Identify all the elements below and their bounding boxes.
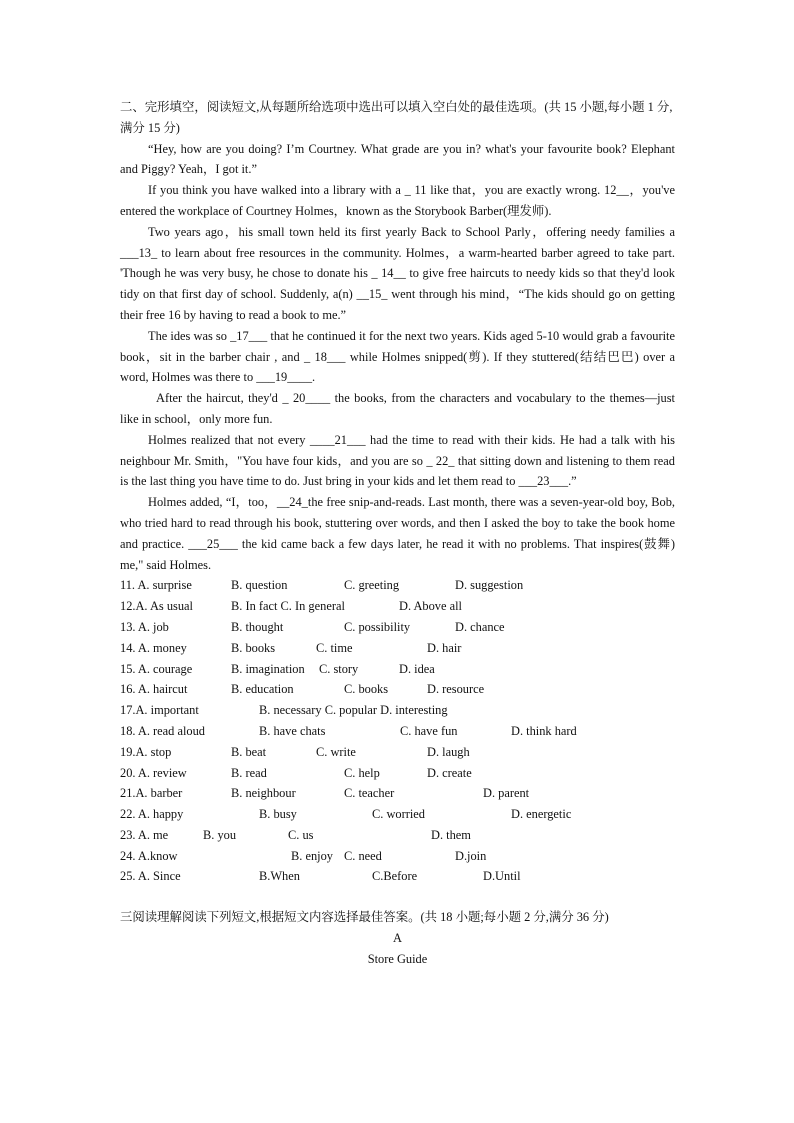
options-row-13 [120,617,675,638]
options-row-15 [120,659,675,680]
option-a: 14. A. money [120,640,187,655]
option-a: 24. A.know [120,848,178,863]
options-row-19 [120,742,675,763]
options-row-17 [120,700,675,721]
section2-heading: 二、完形填空，阅读短文,从每题所给选项中选出可以填入空白处的最佳选项。(共 15 小题,每小题 1 分,满分 15 分) [120,100,673,135]
options-row-20 [120,763,675,784]
option-a: 23. A. me [120,827,169,842]
options-row-22 [120,804,675,825]
option-a: 22. A. happy [120,807,184,822]
option-a: 11. A. surprise [120,578,192,593]
option-d: D. suggestion [455,578,524,593]
options-row-12 [120,596,675,617]
option-a: 17.A. important [120,703,199,718]
options-row-11 [120,575,675,596]
worksheet-page [120,97,675,970]
option-d: D. them [431,827,471,842]
option-c: C. help [344,765,380,780]
option-b: B. you [203,827,237,842]
options-row-24 [120,846,675,867]
option-a: 12.A. As usual [120,599,193,614]
option-a: 18. A. read aloud [120,723,205,738]
option-d: D. chance [455,619,505,634]
option-c: C. teacher [344,786,395,801]
reading-part-label: A [393,931,402,946]
option-b-c-d: B. necessary C. popular D. interesting [259,703,448,718]
option-a: 15. A. courage [120,661,193,676]
option-b: B. thought [231,619,284,634]
option-b: B. question [231,578,288,593]
option-c: C. write [316,744,356,759]
options-row-25 [120,866,675,887]
option-b: B. imagination [231,661,305,676]
option-c: C.Before [372,869,418,884]
option-b: B. neighbour [231,786,296,801]
option-b: B. education [231,682,294,697]
option-d: D. resource [427,682,485,697]
option-c: C. worried [372,807,425,822]
option-a: 21.A. barber [120,786,183,801]
passage-paragraph-1: “Hey, how are you doing? I’m Courtney. What grade are you in? what's your favourite book? Elephant and Piggy? Yeah，I got it.” [120,141,675,177]
option-a: 20. A. review [120,765,187,780]
option-c: C. time [316,640,353,655]
option-c: C. possibility [344,619,411,634]
reading-part-title: Store Guide [367,951,428,966]
option-a: 19.A. stop [120,744,172,759]
option-d: D. hair [427,640,462,655]
option-d: D.join [455,848,487,863]
option-d: D. idea [399,661,435,676]
passage-paragraph-6: Holmes realized that not every ____21___ had the time to read with their kids. He had a talk with his neighbour Mr. Smith，"You have four kids，and you are so _ 22_ that sitting down and listening to them read is the last thing you have time to do. Just bring in your kids and let them read to ___23___.” [120,432,675,489]
options-row-23 [120,825,675,846]
option-d: D. Above all [399,599,462,614]
option-c: C. need [344,848,382,863]
section-spacer [120,887,675,907]
option-c: C. have fun [400,723,458,738]
passage-paragraph-2: If you think you have walked into a library with a _ 11 like that，you are exactly wrong. 12__，you've entered the workplace of Courtney Holmes，known as the Storybook Barber(理发师). [120,183,675,218]
option-d: D. energetic [511,807,572,822]
passage-paragraph-3: Two years ago，his small town held its first yearly Back to School Parly，offering needy families a ___13_ to learn about free resources in the community. Holmes，a warm-hearted barber agreed to take part. 'Though he was very busy, he chose to donate his _ 14__ to give free haircuts to needy kids so that they'd look tidy on that first day of school. Suddenly, a(n) __15_ went through his mind，“The kids should go on getting their free 16 by having to read a book to me.” [120,224,675,322]
option-b: B. beat [231,744,267,759]
options-row-14 [120,638,675,659]
options-row-16 [120,679,675,700]
option-d: D. think hard [511,723,577,738]
option-d: D. laugh [427,744,470,759]
option-d: D. parent [483,786,530,801]
option-c: C. greeting [344,578,400,593]
option-b-c: B. In fact C. In general [231,599,345,614]
option-d: D. create [427,765,472,780]
option-c: C. us [288,827,314,842]
option-d: D.Until [483,869,521,884]
option-b: B. busy [259,807,297,822]
answer-options-list [120,575,675,887]
option-b: B. have chats [259,723,326,738]
option-b: B. read [231,765,267,780]
option-c: C. story [319,661,359,676]
option-a: 13. A. job [120,619,169,634]
option-b: B. enjoy [291,848,333,863]
options-row-21 [120,783,675,804]
option-a: 16. A. haircut [120,682,188,697]
option-b: B. books [231,640,276,655]
option-a: 25. A. Since [120,869,181,884]
section3-heading: 三阅读理解阅读下列短文,根据短文内容选择最佳答案。(共 18 小题;每小题 2 分,满分 36 分) [120,910,609,925]
option-c: C. books [344,682,389,697]
options-row-18 [120,721,675,742]
passage-paragraph-7: Holmes added, “I，too，__24_the free snip-and-reads. Last month, there was a seven-year-old boy, Bob, who tried hard to read through his book, stuttering over words, and then I asked the boy to take the book home and practice. ___25___ the kid came back a few days later, he read it with no problems. That inspires(鼓舞) me," said Holmes. [120,495,675,572]
passage-paragraph-5: After the haircut, they'd _ 20____ the books, from the characters and vocabulary to the themes—just like in school，only more fun. [120,391,675,426]
option-b: B.When [259,869,300,884]
passage-paragraph-4: The ides was so _17___ that he continued it for the next two years. Kids aged 5-10 would grab a favourite book，sit in the barber chair , and _ 18___ while Holmes snipped(剪). If they stuttered(结结巴巴) over a word, Holmes was there to ___19____. [120,328,675,385]
